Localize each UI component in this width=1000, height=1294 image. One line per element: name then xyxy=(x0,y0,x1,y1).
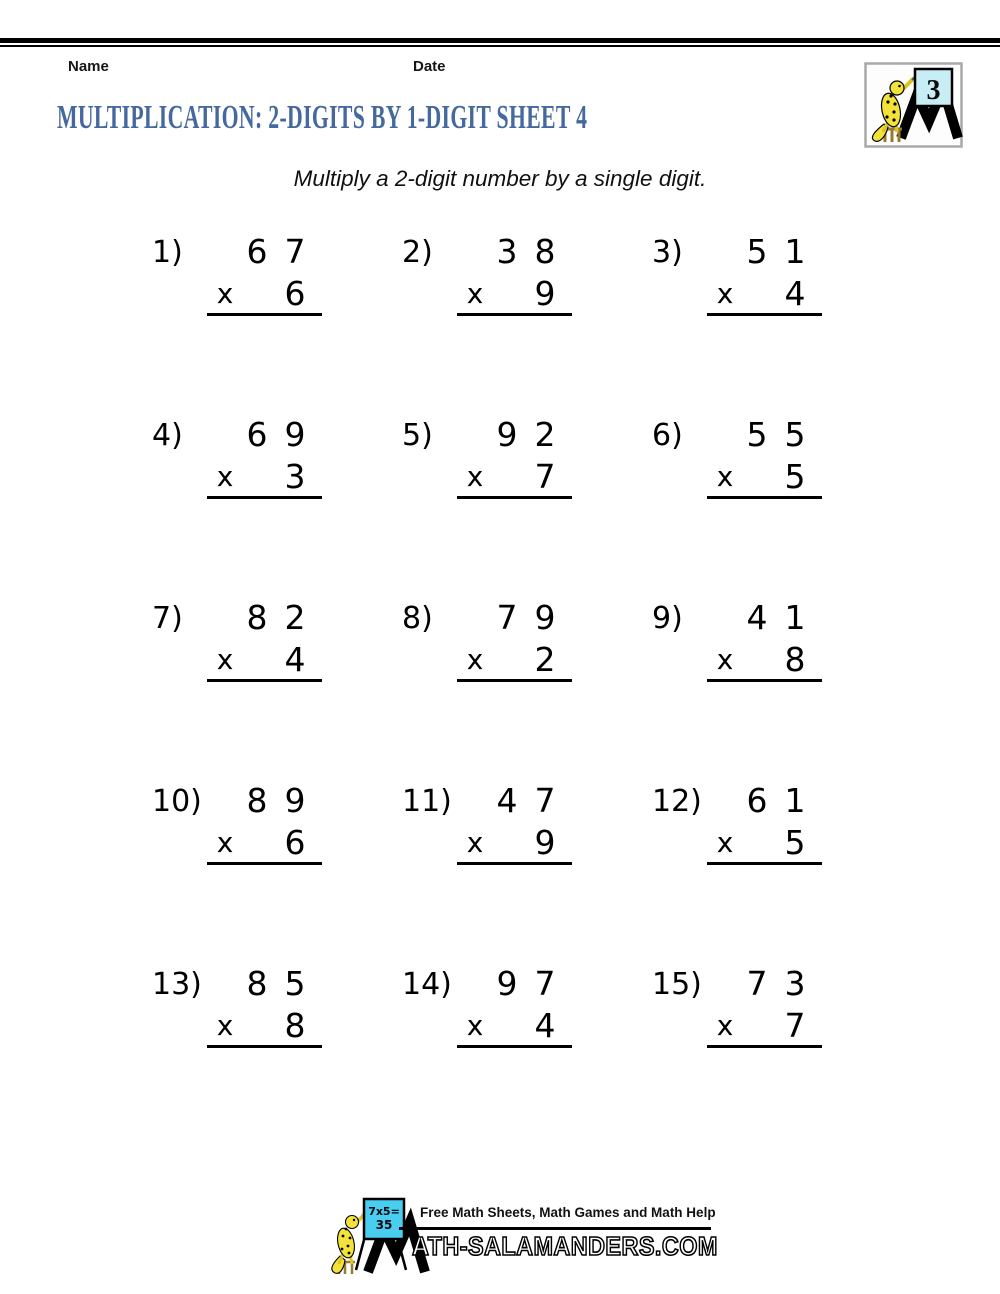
page-subtitle: Multiply a 2-digit number by a single digit. xyxy=(293,166,707,191)
multiply-sign: x xyxy=(466,643,484,676)
multiplicand-units: 3 xyxy=(784,964,806,1003)
multiplicand-tens: 4 xyxy=(496,781,518,820)
multiply-sign: x xyxy=(716,1009,734,1042)
badge-number: 3 xyxy=(926,75,941,106)
page-title: MULTIPLICATION: 2-DIGITS BY 1-DIGIT SHEET 4 xyxy=(57,99,588,136)
multiplicand-units: 5 xyxy=(784,415,806,454)
problem-number: 9) xyxy=(652,601,683,636)
problem-number: 8) xyxy=(402,601,433,636)
problem xyxy=(402,232,574,324)
multiply-sign: x xyxy=(466,460,484,493)
multiplier-digit: 4 xyxy=(534,1006,556,1045)
multiplicand-units: 1 xyxy=(784,781,806,820)
problem-number: 1) xyxy=(152,235,183,270)
multiplier-digit: 6 xyxy=(284,274,306,313)
multiplicand-tens: 4 xyxy=(746,598,768,637)
answer-line xyxy=(707,313,822,316)
multiplicand-units: 1 xyxy=(784,598,806,637)
problem-number: 12) xyxy=(652,784,702,819)
multiply-sign: x xyxy=(216,1009,234,1042)
multiplicand-units: 9 xyxy=(284,781,306,820)
problem xyxy=(652,781,824,873)
multiply-sign: x xyxy=(716,277,734,310)
multiplicand-tens: 8 xyxy=(246,598,268,637)
top-rule-thick xyxy=(0,38,1000,43)
problem-number: 5) xyxy=(402,418,433,453)
multiplicand-tens: 9 xyxy=(496,964,518,1003)
problem xyxy=(652,598,824,690)
problem-number: 11) xyxy=(402,784,452,819)
answer-line xyxy=(707,1045,822,1048)
problem xyxy=(402,781,574,873)
multiplicand-units: 5 xyxy=(284,964,306,1003)
multiply-sign: x xyxy=(466,1009,484,1042)
problem-number: 13) xyxy=(152,967,202,1002)
multiplicand-tens: 5 xyxy=(746,415,768,454)
multiplicand-tens: 8 xyxy=(246,781,268,820)
multiplier-digit: 4 xyxy=(784,274,806,313)
answer-line xyxy=(207,862,322,865)
answer-line xyxy=(457,1045,572,1048)
problem xyxy=(152,598,324,690)
multiplicand-tens: 6 xyxy=(746,781,768,820)
multiply-sign: x xyxy=(216,643,234,676)
multiplier-digit: 8 xyxy=(284,1006,306,1045)
problem xyxy=(402,964,574,1056)
multiplicand-units: 7 xyxy=(284,232,306,271)
multiply-sign: x xyxy=(716,643,734,676)
answer-line xyxy=(457,313,572,316)
problem xyxy=(152,781,324,873)
problem xyxy=(652,232,824,324)
multiplicand-units: 9 xyxy=(284,415,306,454)
answer-line xyxy=(457,679,572,682)
problem-number: 6) xyxy=(652,418,683,453)
problem xyxy=(402,598,574,690)
answer-line xyxy=(707,679,822,682)
multiplier-digit: 6 xyxy=(284,823,306,862)
multiplier-digit: 5 xyxy=(784,823,806,862)
problem-number: 2) xyxy=(402,235,433,270)
problem xyxy=(652,964,824,1056)
multiplier-digit: 2 xyxy=(534,640,556,679)
multiplier-digit: 3 xyxy=(284,457,306,496)
multiplicand-units: 2 xyxy=(284,598,306,637)
problem xyxy=(152,964,324,1056)
answer-line xyxy=(207,1045,322,1048)
multiplier-digit: 9 xyxy=(534,823,556,862)
answer-line xyxy=(457,862,572,865)
salamander-icon xyxy=(332,1212,366,1273)
multiplicand-tens: 8 xyxy=(246,964,268,1003)
worksheet-badge xyxy=(864,62,963,148)
problem-number: 14) xyxy=(402,967,452,1002)
multiplicand-tens: 3 xyxy=(496,232,518,271)
multiply-sign: x xyxy=(216,277,234,310)
date-label: Date xyxy=(413,58,446,75)
multiplicand-tens: 6 xyxy=(246,232,268,271)
problem-number: 15) xyxy=(652,967,702,1002)
multiplier-digit: 8 xyxy=(784,640,806,679)
problem-number: 3) xyxy=(652,235,683,270)
multiplicand-tens: 9 xyxy=(496,415,518,454)
multiplicand-tens: 5 xyxy=(746,232,768,271)
problem-number: 7) xyxy=(152,601,183,636)
multiplier-digit: 4 xyxy=(284,640,306,679)
multiplier-digit: 9 xyxy=(534,274,556,313)
problem xyxy=(152,415,324,507)
multiplicand-tens: 6 xyxy=(246,415,268,454)
answer-line xyxy=(207,679,322,682)
multiplicand-units: 2 xyxy=(534,415,556,454)
multiplier-digit: 7 xyxy=(534,457,556,496)
footer-divider xyxy=(399,1227,711,1230)
multiplicand-units: 7 xyxy=(534,781,556,820)
multiplicand-tens: 7 xyxy=(746,964,768,1003)
problem-number: 4) xyxy=(152,418,183,453)
answer-line xyxy=(457,496,572,499)
multiplicand-units: 9 xyxy=(534,598,556,637)
problem xyxy=(652,415,824,507)
multiplier-digit: 5 xyxy=(784,457,806,496)
multiply-sign: x xyxy=(466,826,484,859)
multiplicand-tens: 7 xyxy=(496,598,518,637)
name-label: Name xyxy=(68,58,109,75)
problem xyxy=(402,415,574,507)
board-equation: 7x5= xyxy=(368,1205,400,1218)
board-answer: 35 xyxy=(375,1218,393,1232)
multiply-sign: x xyxy=(716,460,734,493)
footer-tagline: Free Math Sheets, Math Games and Math Help xyxy=(420,1205,716,1220)
answer-line xyxy=(207,313,322,316)
answer-line xyxy=(207,496,322,499)
answer-line xyxy=(707,862,822,865)
multiplicand-units: 1 xyxy=(784,232,806,271)
problem xyxy=(152,232,324,324)
problem-number: 10) xyxy=(152,784,202,819)
footer-wordmark: ATH-SALAMANDERS.COM xyxy=(412,1231,718,1261)
top-rule-thin xyxy=(0,45,1000,47)
multiply-sign: x xyxy=(466,277,484,310)
multiply-sign: x xyxy=(216,460,234,493)
answer-line xyxy=(707,496,822,499)
multiplier-digit: 7 xyxy=(784,1006,806,1045)
multiplicand-units: 7 xyxy=(534,964,556,1003)
multiply-sign: x xyxy=(216,826,234,859)
multiply-sign: x xyxy=(716,826,734,859)
multiplicand-units: 8 xyxy=(534,232,556,271)
